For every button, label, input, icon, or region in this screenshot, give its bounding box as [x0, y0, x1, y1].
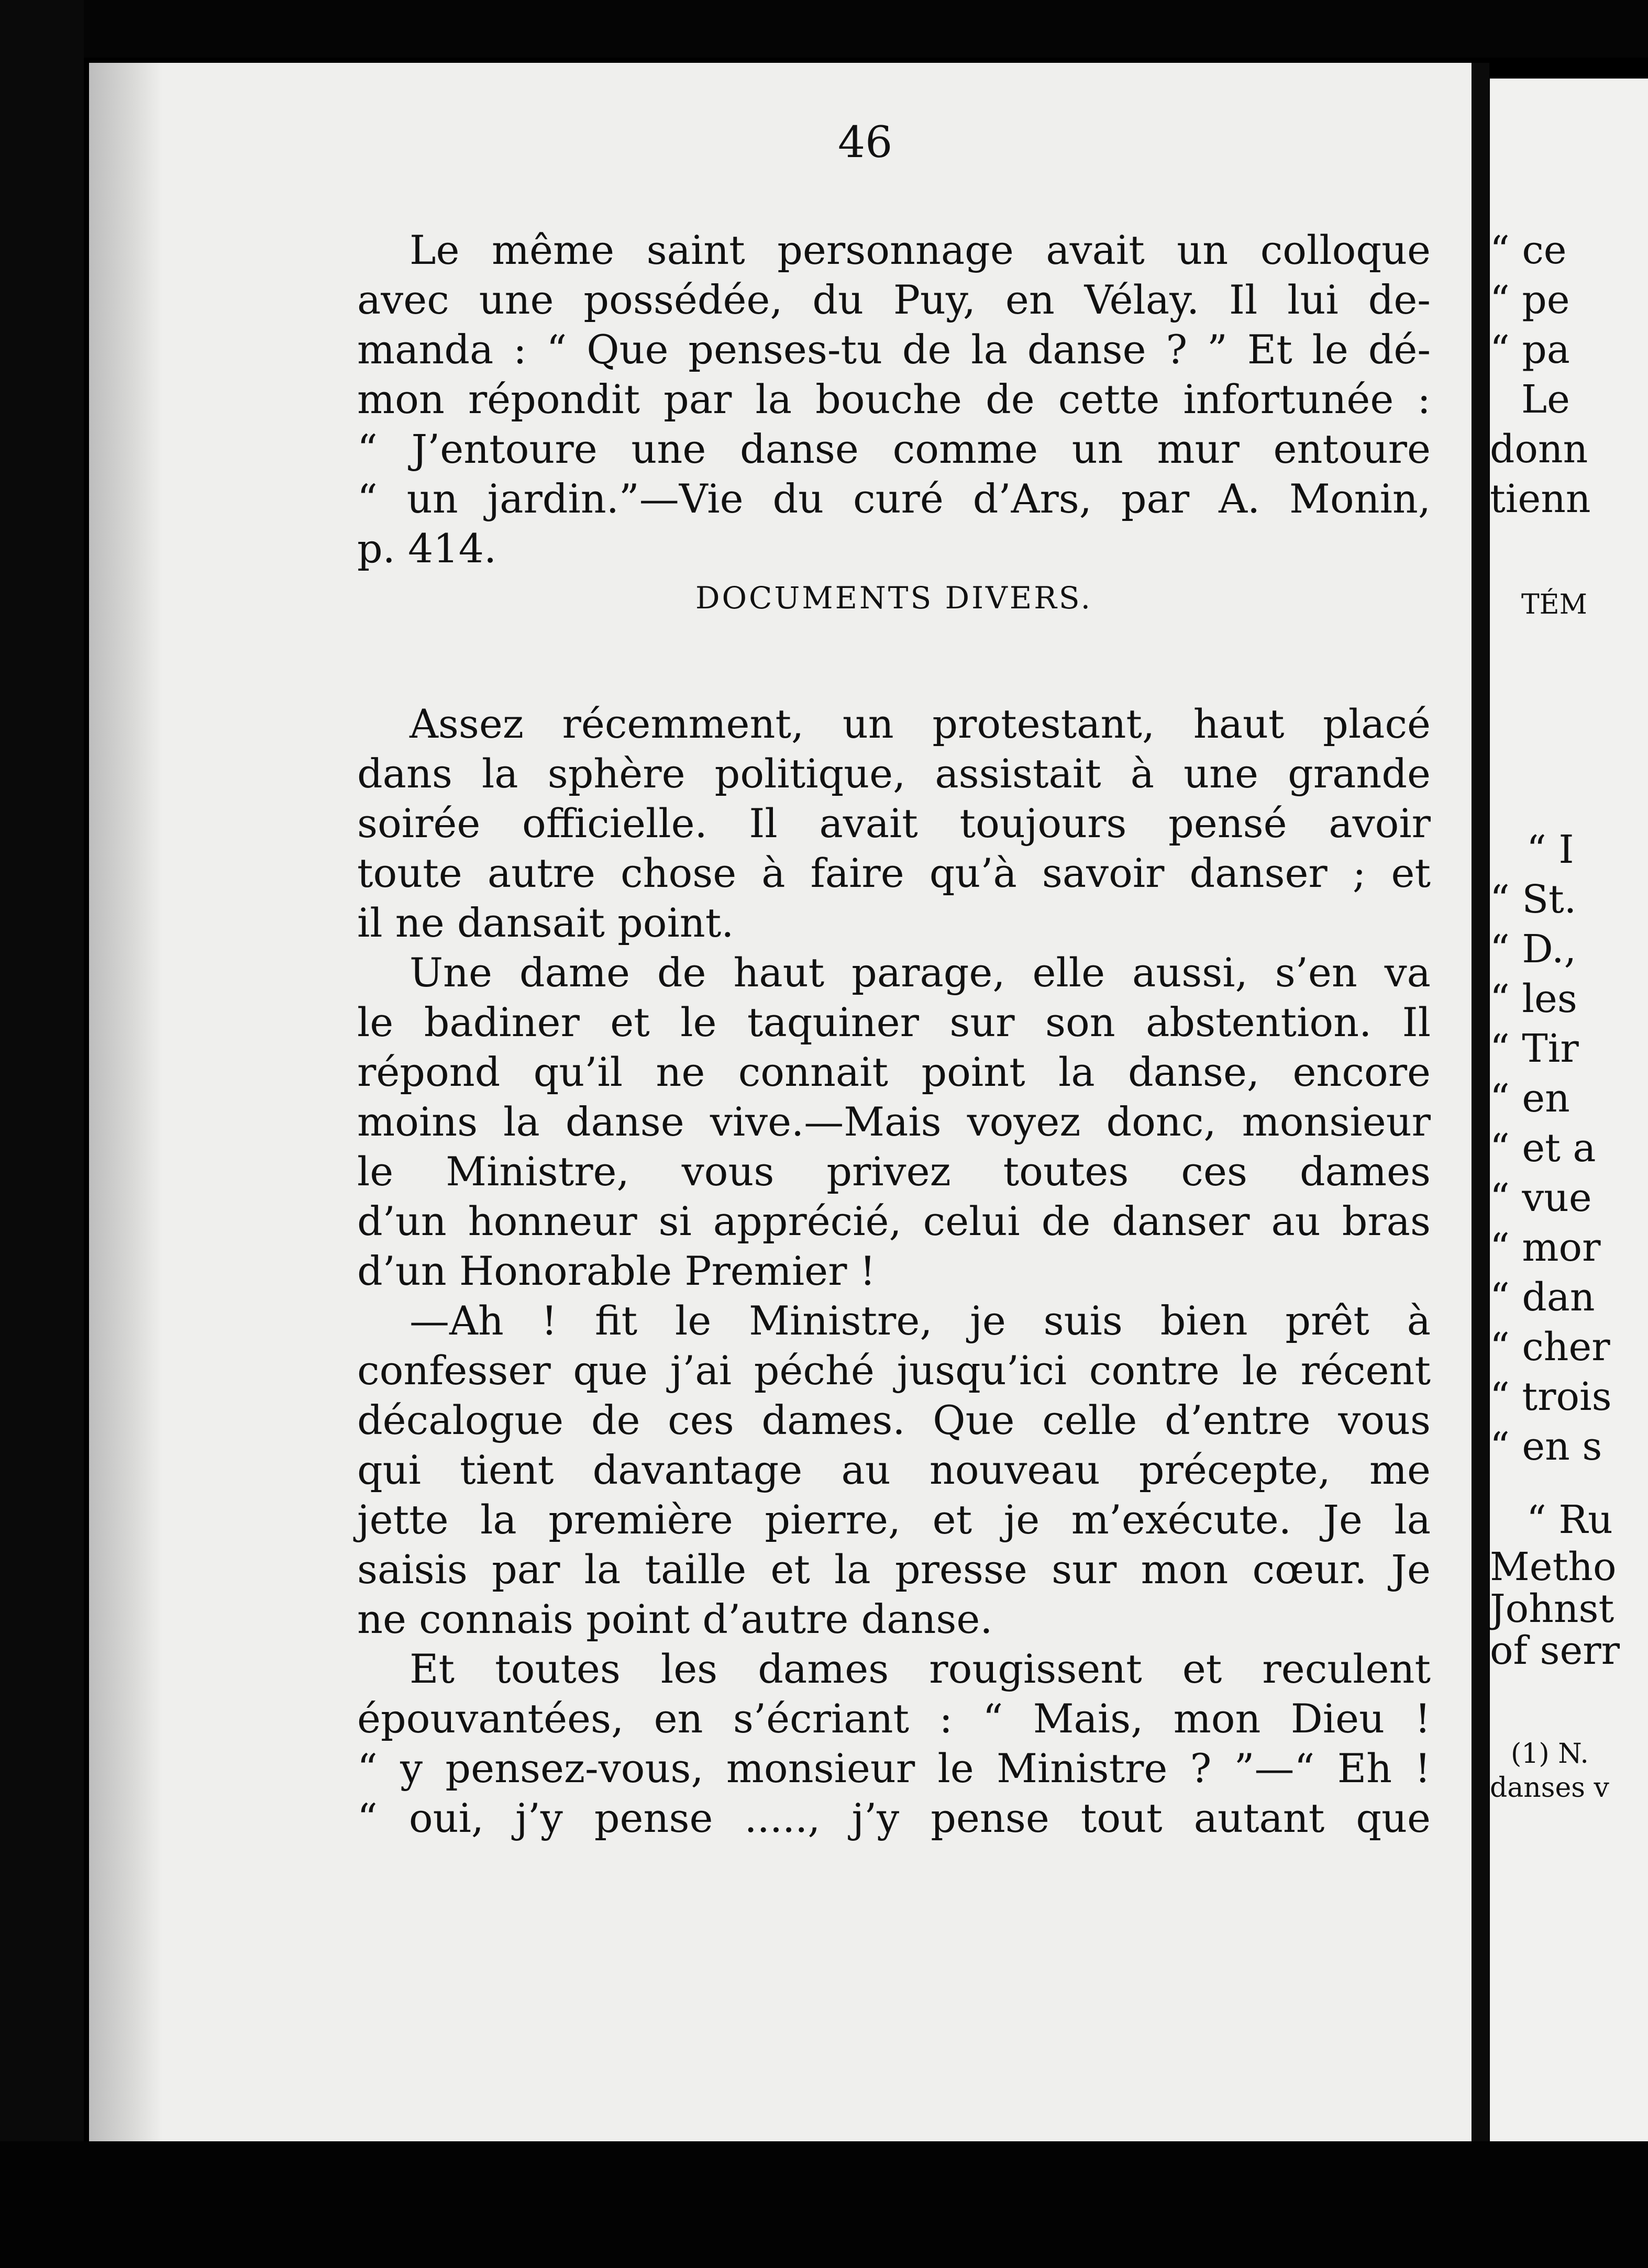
right-line: “ vue: [1490, 1175, 1592, 1220]
right-line: “ en s: [1490, 1424, 1602, 1469]
text-line: moins la danse vive.—Mais voyez donc, monsieur: [357, 1098, 1431, 1145]
right-line: “ mor: [1490, 1225, 1601, 1270]
text-line: “ un jardin.”—Vie du curé d’Ars, par A. Monin,: [357, 475, 1431, 522]
text-line: dans la sphère politique, assistait à une grande: [357, 750, 1431, 797]
right-line: “ cher: [1490, 1325, 1610, 1370]
text-line: Une dame de haut parage, elle aussi, s’en va: [410, 949, 1431, 996]
right-line: Metho: [1490, 1544, 1617, 1589]
paragraph-protestant: [357, 699, 1431, 948]
right-line: “ D.,: [1490, 927, 1577, 972]
text-line: soirée officielle. Il avait toujours pensé avoir: [357, 800, 1431, 847]
text-line: confesser que j’ai péché jusqu’ici contre le récent: [357, 1347, 1431, 1394]
right-line: “ Ru: [1527, 1497, 1613, 1542]
right-line: “ I: [1527, 827, 1574, 872]
text-line: décalogue de ces dames. Que celle d’entre vous: [357, 1397, 1431, 1443]
text-line: —Ah ! fit le Ministre, je suis bien prêt à: [410, 1297, 1431, 1344]
text-line: il ne dansait point.: [357, 899, 734, 946]
right-line: “ Tir: [1490, 1026, 1579, 1071]
text-line: mon répondit par la bouche de cette infortunée :: [357, 376, 1431, 423]
text-line: Assez récemment, un protestant, haut placé: [410, 701, 1431, 747]
text-line: Le même saint personnage avait un colloque: [410, 227, 1431, 273]
text-line: répond qu’il ne connait point la danse, encore: [357, 1049, 1431, 1095]
text-line: d’un honneur si apprécié, celui de danser au bras: [357, 1198, 1431, 1244]
paragraph-colloque: [357, 225, 1431, 573]
section-heading: DOCUMENTS DIVERS.: [695, 580, 1093, 616]
text-line: le badiner et le taquiner sur son abstention. Il: [357, 999, 1431, 1046]
text-line: manda : “ Que penses-tu de la danse ? ” Et le dé-: [357, 326, 1431, 373]
text-line: le Ministre, vous privez toutes ces dames: [357, 1148, 1431, 1195]
text-line: épouvantées, en s’écriant : “ Mais, mon Dieu !: [357, 1695, 1431, 1742]
right-line: tienn: [1490, 476, 1591, 521]
paragraph-ministre: [357, 1296, 1431, 1644]
right-line: Johnst: [1490, 1586, 1614, 1631]
right-line: “ pe: [1490, 277, 1570, 323]
text-line: saisis par la taille et la presse sur mon cœur. Je: [357, 1546, 1431, 1593]
right-line: “ trois: [1490, 1374, 1612, 1419]
text-line: p. 414.: [357, 525, 497, 572]
right-line: “ les: [1490, 976, 1577, 1021]
main-text-column: [357, 225, 1431, 1843]
right-line: “ ce: [1490, 228, 1567, 273]
text-line: avec une possédée, du Puy, en Vélay. Il lui de-: [357, 276, 1431, 323]
right-footnote: (1) N.: [1511, 1738, 1589, 1770]
right-line: “ pa: [1490, 327, 1570, 372]
text-line: jette la première pierre, et je m’exécute. Je la: [357, 1496, 1431, 1543]
text-line: “ oui, j’y pense ....., j’y pense tout autant que: [357, 1795, 1431, 1841]
text-line: “ y pensez-vous, monsieur le Ministre ? ”—“ Eh !: [357, 1745, 1431, 1792]
scan-left-border: [0, 0, 84, 2268]
page-number: 46: [838, 118, 893, 168]
right-footnote: danses v: [1490, 1772, 1609, 1804]
paragraph-dames: [357, 1644, 1431, 1843]
right-line: “ en: [1490, 1076, 1570, 1121]
text-line: ne connais point d’autre danse.: [357, 1596, 993, 1642]
text-line: qui tient davantage au nouveau précepte, me: [357, 1447, 1431, 1493]
right-page: [1490, 79, 1648, 2141]
right-heading: TÉM: [1521, 589, 1587, 620]
scan-top-border: [0, 0, 1648, 58]
right-line: “ St.: [1490, 877, 1577, 922]
right-line: of serr: [1490, 1628, 1620, 1673]
right-line: Le: [1521, 377, 1570, 422]
text-line: d’un Honorable Premier !: [357, 1248, 876, 1294]
page-divider: [1473, 63, 1489, 2141]
text-line: Et toutes les dames rougissent et reculent: [410, 1646, 1431, 1692]
right-line: “ dan: [1490, 1275, 1595, 1320]
paragraph-dame: [357, 948, 1431, 1296]
page-gutter-shadow: [89, 63, 162, 2141]
text-line: “ J’entoure une danse comme un mur entoure: [357, 426, 1431, 472]
scan-bottom-border: [0, 2141, 1648, 2268]
right-line: donn: [1490, 427, 1588, 472]
text-line: toute autre chose à faire qu’à savoir danser ; et: [357, 850, 1431, 896]
right-line: “ et a: [1490, 1126, 1596, 1171]
